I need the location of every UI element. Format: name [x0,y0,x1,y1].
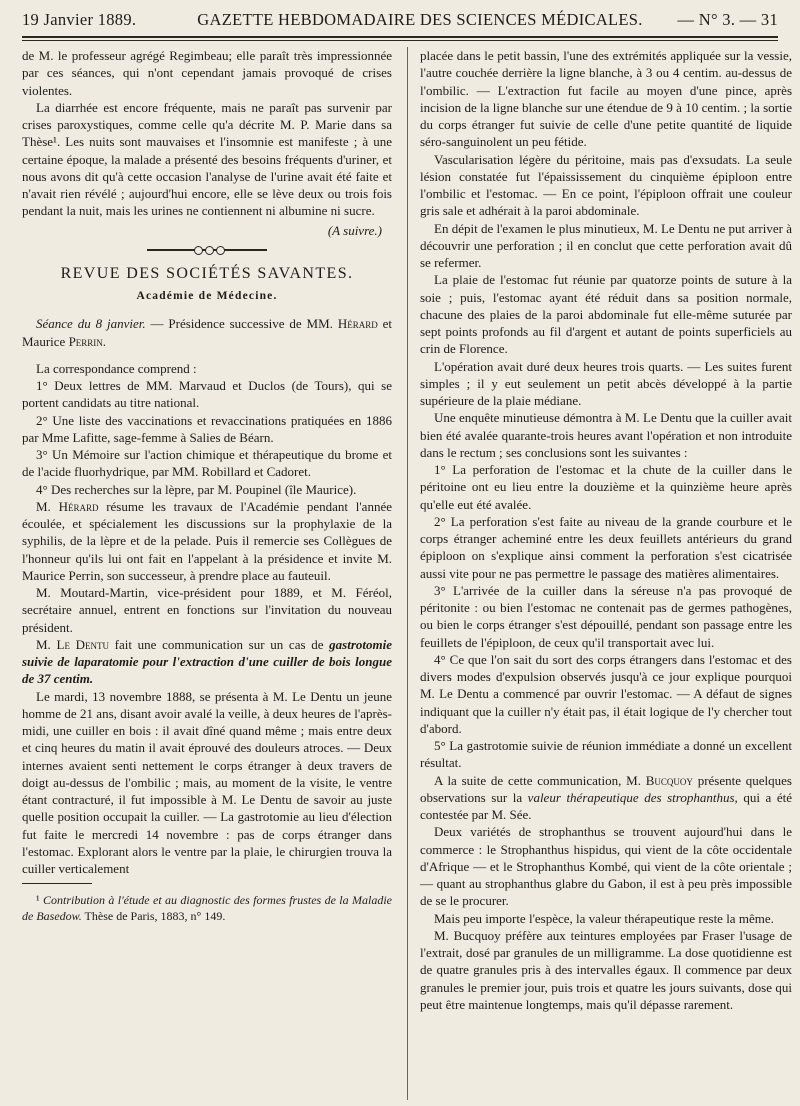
to-be-continued: (A suivre.) [327,222,382,238]
header-issue: — N° 3. — 31 [677,10,778,29]
list-item: 5° La gastrotomie suivie de réunion immédiate a donné un excellent résultat. [420,738,792,771]
header-title: GAZETTE HEBDOMADAIRE DES SCIENCES MÉDICALES. [197,10,643,29]
section-title: REVUE DES SOCIÉTÉS SAVANTES. [60,264,354,282]
list-item: 1° Deux lettres de MM. Marvaud et Duclos (de Tours), qui se portent candidats au titre national. [22,378,392,411]
paragraph: M. Hérard résume les travaux de l'Académie pendant l'année écoulée, et spécialement les discussions sur la prophylaxie de la syphilis, de la lèpre et de la pelade. Puis il remercie ses Collègues de l'honneur qu'ils lui ont fait en l'appelant à la présidence et invite M. Maurice Perrin, son successeur, à prendre place au fauteuil. [22,498,392,583]
paragraph: M. Moutard-Martin, vice-président pour 1889, et M. Féréol, secrétaire annuel, entrent en fonctions sur l'invitation du nouveau président. [22,585,392,635]
column-divider [407,47,408,1100]
paragraph: La plaie de l'estomac fut réunie par quatorze points de suture à la soie ; puis, l'estomac ayant été réduit dans sa position normale, chacune des plaies de la paroi abdominale fut elle-même suturée par sept points profonds au fil d'argent et autant de points superficiels au crin de Florence. [420,272,792,357]
header-rule [22,36,778,38]
list-item: 3° Un Mémoire sur l'action chimique et thérapeutique du brome et de l'acide fluorhydrique, par MM. Robillard et Cadoret. [22,447,392,480]
left-column [22,47,392,924]
footnote: ¹ Contribution à l'étude et au diagnostic des formes frustes de la Maladie de Basedow. Thèse de Paris, 1883, n° 149. [22,893,392,924]
footnote-rule [22,883,92,884]
paragraph: M. Bucquoy préfère aux teintures employées par Fraser l'usage de l'extrait, dosé par granules de un milligramme. La dose quotidienne est de quatre granules pris à des intervalles égaux. Il commence par deux granules le premier jour, puis trois et quatre les jours suivants, dose qui peut être maintenue longtemps, mais qu'il dépasse rarement. [420,927,792,1012]
list-item: 2° La perforation s'est faite au niveau de la grande courbure et le corps étranger acheminé entre les deux feuillets antérieurs du grand épiploon on s'explique ainsi comment la perforation s'est cicatrisée aussi vite pour ne pas permettre le passage des matières alimentaires. [420,513,792,581]
paragraph: M. Le Dentu fait une communication sur un cas de gastrotomie suivie de laparatomie pour l'extraction d'une cuiller de bois longue de 37 centim. [22,636,392,687]
paragraph: Mais peu importe l'espèce, la valeur thérapeutique reste la même. [434,910,774,926]
paragraph: L'opération avait duré deux heures trois quarts. — Les suites furent simples ; il y eut seulement un petit abcès développé à la partie supérieure de la plaie médiane. [420,358,792,408]
list-item: 3° L'arrivée de la cuiller dans la séreuse n'a pas provoqué de péritonite : ou bien l'estomac ne contenait pas de germes pathogènes, ou bien le corps étranger s'est dépouillé, pendant son passage entre les feuillets de l'épiploon, de ceux qu'il transportait avec lui. [420,582,792,650]
paragraph: En dépit de l'examen le plus minutieux, M. Le Dentu ne put arriver à découvrir une perforation ; il en conclut que cette perforation avait dû se refermer. [420,220,792,270]
section-ornament [22,243,392,257]
list-item: 1° La perforation de l'estomac et la chute de la cuiller dans le péritoine ont eu lieu entre la douzième et la quinzième heure après qu'elle eut été avalée. [420,462,792,512]
paragraph: La correspondance comprend : [36,360,197,376]
list-item: 4° Ce que l'on sait du sort des corps étrangers dans l'estomac et des divers modes d'expulsion observés jusqu'à ce jour explique pourquoi M. Le Dentu a commencé par ouvrir l'estomac. — A défaut de signes indiquant que la cuiller n'y était pas, il était logique de l'y chercher tout d'abord. [420,651,792,736]
paragraph: Une enquête minutieuse démontra à M. Le Dentu que la cuiller avait bien été avalée quarante-trois heures avant l'opération et non introduite dans le rectum ; ses conclusions sont les suivantes : [420,410,792,460]
academy-heading: Académie de Médecine. [136,290,278,302]
header-date: 19 Janvier 1889. [22,10,137,29]
session-line: Séance du 8 janvier. — Présidence successive de MM. Hérard et Maurice Perrin. [22,316,392,349]
paragraph: de M. le professeur agrégé Regimbeau; elle paraît très impressionnée par ces séances, qui n'ont cependant jamais provoqué de crises violentes. [22,48,392,98]
paragraph: placée dans le petit bassin, l'une des extrémités appliquée sur la vessie, l'autre couchée derrière la ligne blanche, à 3 ou 4 centim. au-dessus de l'ombilic. — L'extraction fut facile au moyen d'une pince, après incision de la ligne blanche sur une étendue de 9 à 10 centim. ; la sortie du corps étranger fut suivie de celle d'une petite quantité de liquide séro-sanguinolent un peu fétide. [420,48,792,150]
paragraph: La diarrhée est encore fréquente, mais ne paraît pas survenir par crises paroxystiques, comme celle qu'a décrite M. P. Marie dans sa Thèse¹. Les nuits sont mauvaises et l'insomnie est manifeste ; à une certaine époque, la malade a présenté des besoins fréquents d'uriner, et nous avons dit qu'à cette occasion l'analyse de l'urine avait été faite et n'avait rien révélé ; aujourd'hui encore, elle se lève deux ou trois fois pendant la nuit, mais les urines ne contiennent ni albumine ni sucre. [22,99,392,219]
paragraph: Le mardi, 13 novembre 1888, se présenta à M. Le Dentu un jeune homme de 21 ans, disant avoir avalé la veille, à deux heures de l'après-midi, une cuiller en bois : il avait dîné quand même ; mais entre deux et cinq heures du matin il avait éprouvé des douleurs atroces. — Deux internes avaient senti nettement le corps étranger à deux travers de doigt au-dessus de l'ombilic ; mais, au moment de la visite, le ventre étant contracturé, il fut impossible à M. Le Dentu de savoir au juste quelle position occupait la cuiller. — La gastrotomie au lieu d'élection fut faite le mercredi 14 novembre : pas de corps étranger dans l'estomac. Explorant alors le ventre par la plaie, le chirurgien trouva la cuiller verticalement [22,688,392,876]
right-column [420,47,792,1013]
list-item: 2° Une liste des vaccinations et revaccinations pratiquées en 1886 par Mme Lafitte, sage-femme à Salies de Béarn. [22,412,392,445]
paragraph: Vascularisation légère du péritoine, mais pas d'exsudats. La seule lésion constatée fut l'épaississement du cinquième épiploon entre l'ombilic et l'estomac. — En ce point, l'épiploon offrait une couleur gris sale et adhérait à la paroi abdominale. [420,151,792,219]
session-date: Séance du 8 janvier. [36,316,146,332]
paragraph: A la suite de cette communication, M. Bucquoy présente quelques observations sur la valeur thérapeutique des strophanthus, qui a été contestée par M. Sée. [420,772,792,822]
list-item: 4° Des recherches sur la lèpre, par M. Poupinel (île Maurice). [36,481,357,497]
paragraph: Deux variétés de strophanthus se trouvent aujourd'hui dans le commerce : le Strophanthus hispidus, qui vient de la côte occidentale d'Afrique — et le Strophanthus Kombé, qui vient de la côte orientale ; — quant au strophanthus glabre du Gabon, il est à peu près impossible de se le procurer. [420,824,792,909]
running-header [22,8,778,30]
header-rule-thin [22,40,778,41]
